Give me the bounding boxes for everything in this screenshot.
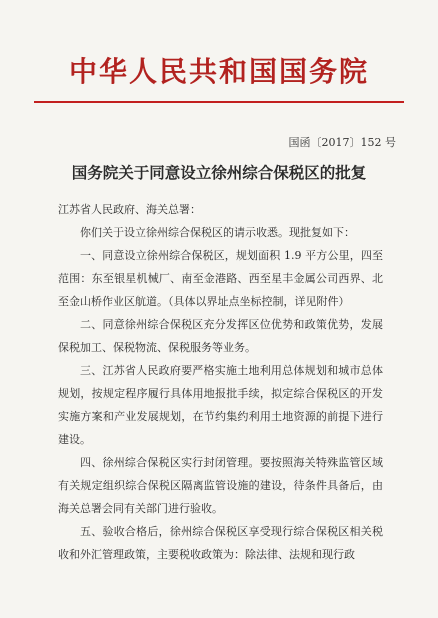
paragraph-item-1: 一、同意设立徐州综合保税区，规划面积 1.9 平方公里，四至范围：东至银星机械厂、南至金港路、西至星丰金属公司西界、北至金山桥作业区航道。（具体以界址点坐标控制，详见附件） — [58, 249, 383, 308]
paragraph-intro: 你们关于设立徐州综合保税区的请示收悉。现批复如下： — [80, 226, 355, 239]
paragraph-item-4: 四、徐州综合保税区实行封闭管理。要按照海关特殊监管区域有关规定组织综合保税区隔离监管设施的建设，待条件具备后，由海关总署会同有关部门进行验收。 — [58, 456, 383, 515]
paragraph-item-2: 二、同意徐州综合保税区充分发挥区位优势和政策优势，发展保税加工、保税物流、保税服务等业务。 — [58, 318, 383, 354]
addressee: 江苏省人民政府、海关总署： — [58, 203, 201, 216]
issuer-header: 中华人民共和国国务院 — [68, 55, 369, 88]
document-number: 国函〔2017〕152 号 — [288, 136, 396, 149]
document-body — [58, 221, 383, 566]
paragraph-item-3: 三、江苏省人民政府要严格实施土地利用总体规划和城市总体规划，按规定程序履行具体用地报批手续，拟定综合保税区的开发实施方案和产业发展规划，在节约集约利用土地资源的前提下进行建设。 — [58, 364, 383, 446]
paragraph-item-5: 五、验收合格后，徐州综合保税区享受现行综合保税区相关税收和外汇管理政策，主要税收政策为：除法律、法规和现行政 — [58, 525, 383, 561]
document-title: 国务院关于同意设立徐州综合保税区的批复 — [71, 163, 367, 182]
red-divider-line — [34, 101, 404, 103]
